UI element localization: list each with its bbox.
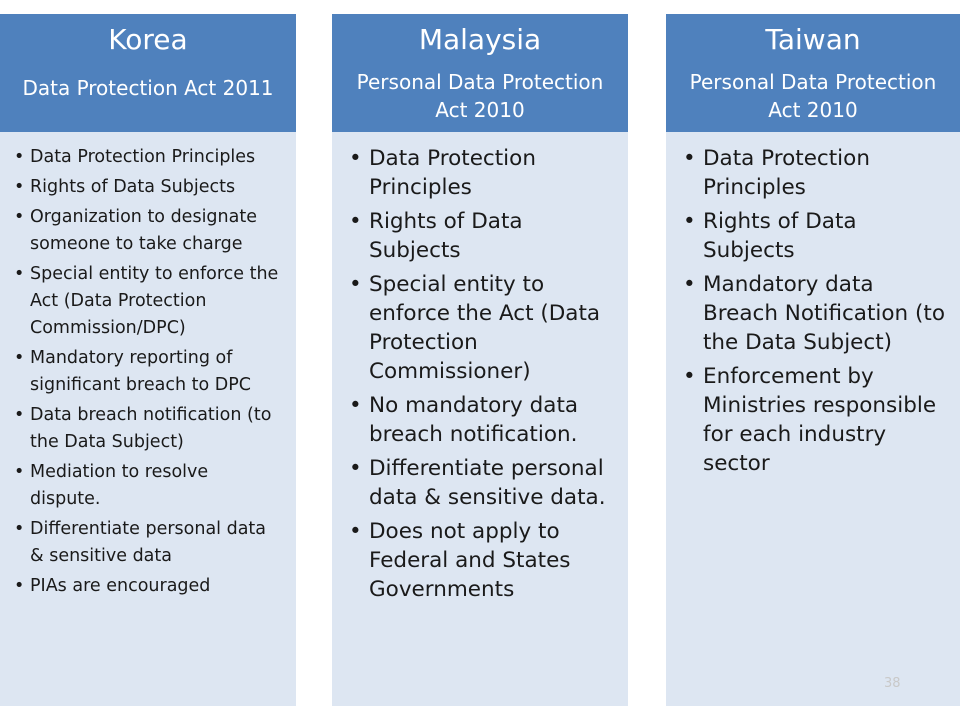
- slide-number: 38: [884, 676, 901, 691]
- column-malaysia: [332, 14, 628, 706]
- list-item: • No mandatory data breach notification.: [369, 391, 612, 449]
- list-item: • Data Protection Principles: [369, 144, 612, 202]
- list-item: • Enforcement by Ministries responsible for each industry sector: [703, 362, 948, 478]
- list-item: • Data Protection Principles: [703, 144, 948, 202]
- country-title: Taiwan: [765, 23, 861, 56]
- list-item: • Mandatory reporting of significant breach to DPC: [30, 345, 280, 399]
- provision-list: [666, 132, 960, 478]
- list-item: • Mandatory data Breach Notification (to the Data Subject): [703, 270, 948, 357]
- list-item: • Rights of Data Subjects: [30, 174, 280, 201]
- list-item: • Data Protection Principles: [30, 144, 280, 171]
- act-name: Personal Data Protection Act 2010: [689, 70, 937, 122]
- column-header-korea: [0, 14, 296, 132]
- list-item: • PIAs are encouraged: [30, 573, 280, 600]
- list-item: • Differentiate personal data & sensitive data.: [369, 454, 612, 512]
- column-header-malaysia: [332, 14, 628, 132]
- column-taiwan: [666, 14, 960, 706]
- list-item: • Mediation to resolve dispute.: [30, 459, 280, 513]
- list-item: • Special entity to enforce the Act (Data Protection Commissioner): [369, 270, 612, 386]
- list-item: • Rights of Data Subjects: [369, 207, 612, 265]
- column-korea: [0, 14, 296, 706]
- list-item: • Special entity to enforce the Act (Data Protection Commission/DPC): [30, 261, 280, 342]
- country-title: Korea: [108, 23, 188, 56]
- country-title: Malaysia: [418, 23, 542, 56]
- list-item: • Data breach notification (to the Data Subject): [30, 402, 280, 456]
- list-item: • Differentiate personal data & sensitive data: [30, 516, 280, 570]
- list-item: • Organization to designate someone to take charge: [30, 204, 280, 258]
- act-name: Personal Data Protection Act 2010: [356, 70, 604, 122]
- act-name: Data Protection Act 2011: [22, 76, 274, 100]
- provision-list: [332, 132, 628, 604]
- list-item: • Does not apply to Federal and States Governments: [369, 517, 612, 604]
- column-header-taiwan: [666, 14, 960, 132]
- provision-list: [0, 132, 296, 600]
- list-item: • Rights of Data Subjects: [703, 207, 948, 265]
